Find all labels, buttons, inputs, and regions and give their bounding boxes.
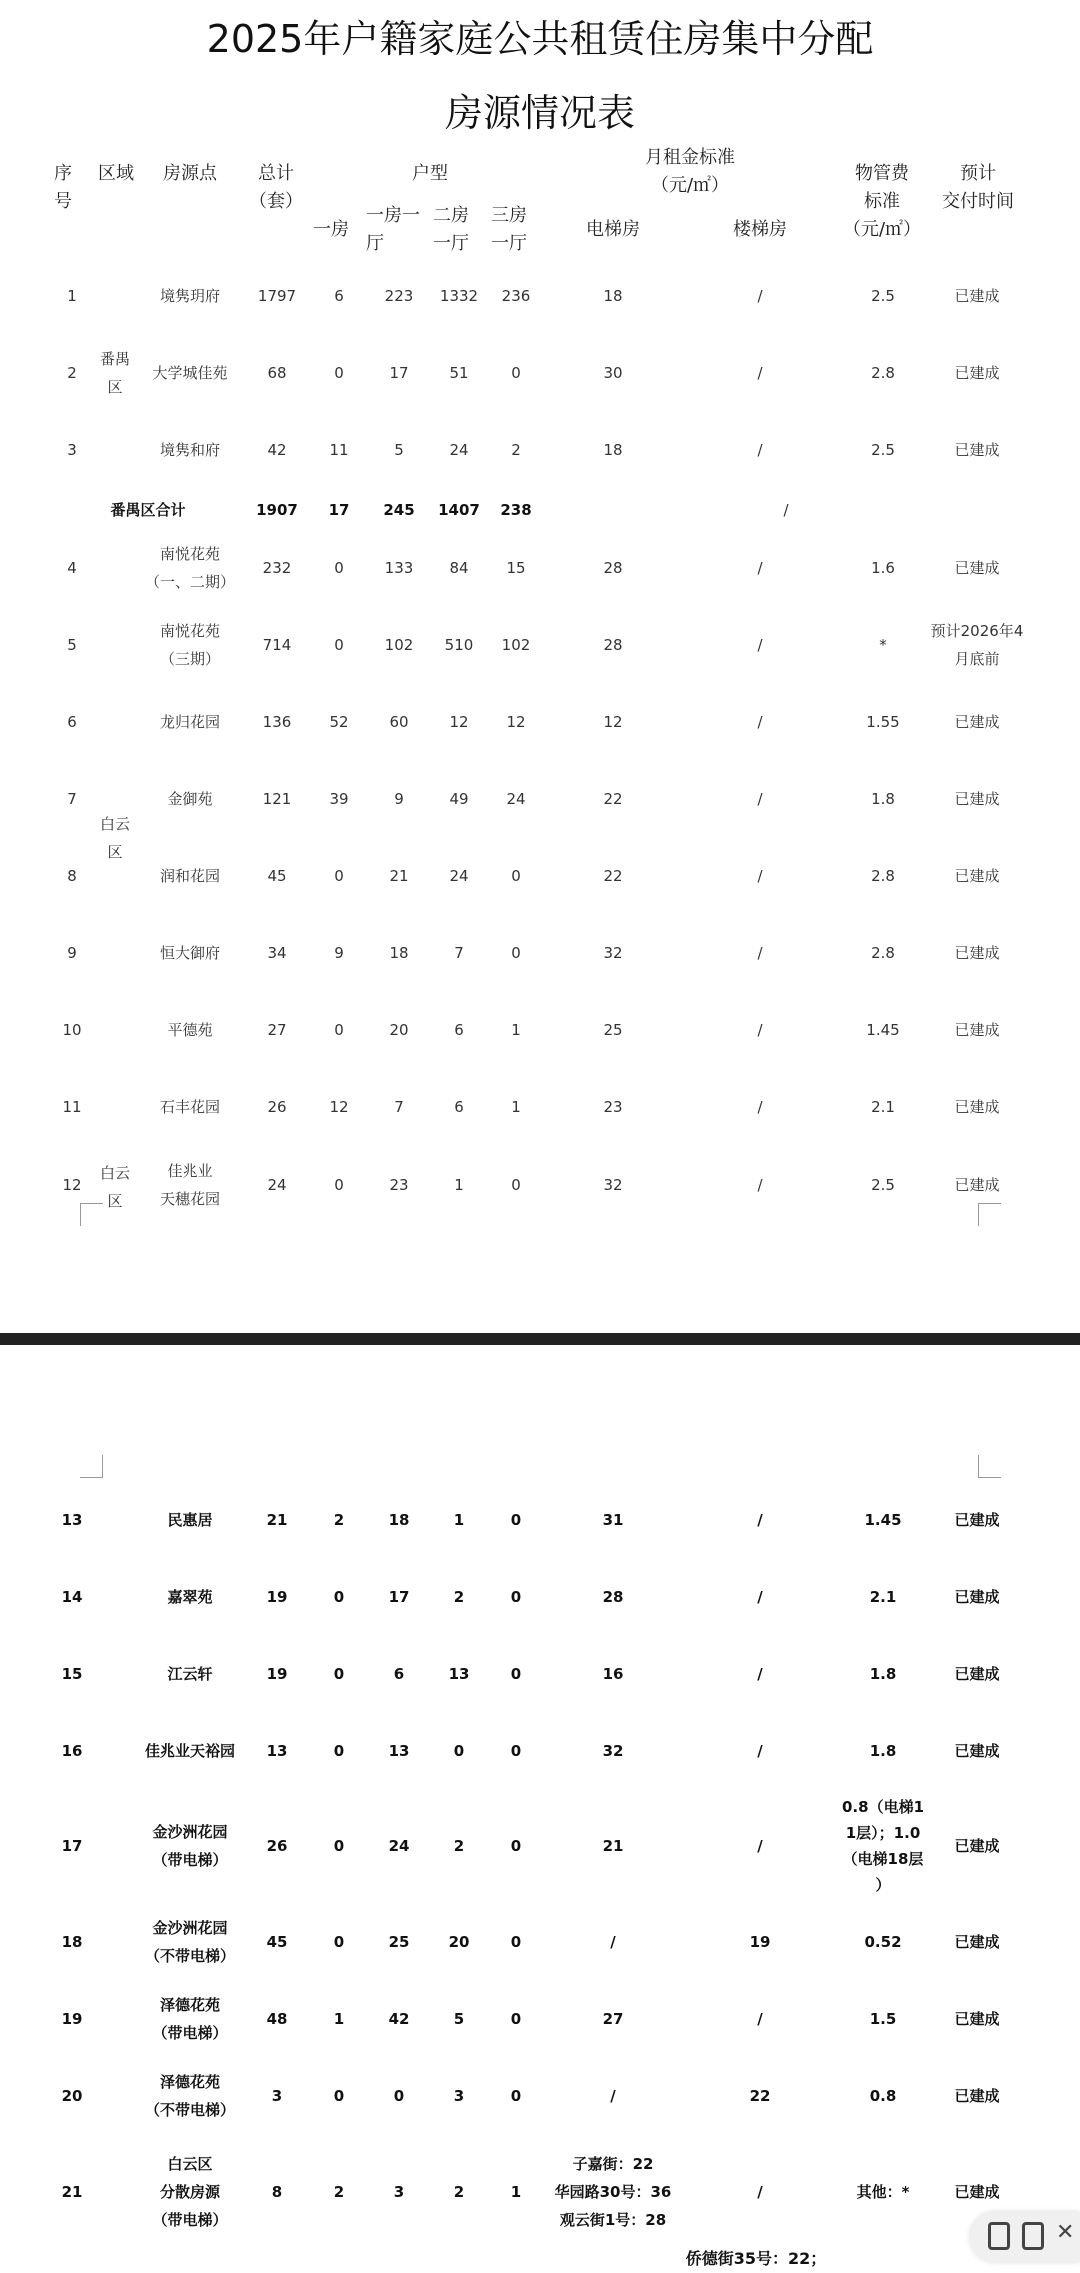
table-cell-elev: 32 — [602, 1742, 624, 1760]
table-cell-seq: 13 — [61, 1511, 83, 1529]
table-cell-property: 江云轩 — [167, 1665, 213, 1683]
table-cell-deliv: 已建成 — [954, 790, 1000, 808]
table-cell-fee: * — [879, 636, 887, 654]
table-cell-seq: 20 — [61, 2087, 83, 2105]
table-cell-elev: 32 — [603, 1176, 623, 1194]
table-cell-r3: 13 — [448, 1665, 470, 1683]
table-cell-r1: 0 — [333, 2087, 345, 2105]
header-three-bed-one-hall: 三房 一厅 — [491, 205, 527, 254]
table-cell-seq: 5 — [67, 636, 77, 654]
table-cell-r3: 51 — [449, 364, 469, 382]
table-cell-deliv: 已建成 — [954, 2183, 1000, 2201]
table-cell-deliv: 已建成 — [954, 867, 1000, 885]
table-cell-property: 境隽玥府 — [159, 287, 221, 305]
table-cell-total: 48 — [266, 2010, 288, 2028]
table-cell-stair: / — [757, 441, 763, 459]
header-rent-standard: 月租金标准 （元/㎡） — [645, 147, 735, 196]
table-cell-seq: 4 — [67, 559, 77, 577]
table-cell-r1: 52 — [329, 713, 349, 731]
table-cell-property: 白云区 分散房源 （带电梯） — [152, 2155, 228, 2229]
table-cell-elev: 21 — [602, 1837, 624, 1855]
table-cell-fee: 2.5 — [871, 441, 895, 459]
table-cell-r3: 20 — [448, 1933, 470, 1951]
table-cell-fee: 1.55 — [866, 713, 900, 731]
table-cell-total: 45 — [267, 867, 287, 885]
table-cell-fee: 0.8 — [869, 2087, 897, 2105]
table-cell-fee: 1.45 — [864, 1511, 902, 1529]
table-cell-r1: 0 — [333, 1665, 345, 1683]
table-cell-deliv: 已建成 — [954, 287, 1000, 305]
table-cell-property: 龙归花园 — [159, 713, 221, 731]
table-cell-fee: 2.8 — [871, 944, 895, 962]
subtotal-three-bed: 238 — [500, 501, 532, 519]
table-cell-deliv: 已建成 — [954, 2087, 1000, 2105]
table-cell-total: 136 — [262, 713, 292, 731]
table-cell-elev: 12 — [603, 713, 623, 731]
table-cell-r2: 133 — [384, 559, 414, 577]
table-cell-deliv: 已建成 — [954, 2010, 1000, 2028]
table-cell-total: 19 — [266, 1665, 288, 1683]
table-cell-r3: 7 — [454, 944, 464, 962]
table-cell-property: 嘉翠苑 — [167, 1588, 213, 1606]
table-cell-r2: 3 — [393, 2183, 405, 2201]
table-cell-fee: 2.8 — [871, 364, 895, 382]
table-cell-r4: 0 — [510, 2010, 522, 2028]
table-cell-seq: 8 — [67, 867, 77, 885]
header-seq: 序 号 — [54, 163, 72, 212]
table-cell-r1: 0 — [334, 1021, 344, 1039]
table-cell-total: 8 — [271, 2183, 283, 2201]
table-cell-r1: 0 — [333, 1933, 345, 1951]
header-delivery: 预计 交付时间 — [942, 163, 1014, 212]
crop-mark — [978, 1203, 1001, 1226]
table-cell-deliv: 已建成 — [954, 1933, 1000, 1951]
table-cell-r4: 0 — [511, 944, 521, 962]
table-cell-total: 13 — [266, 1742, 288, 1760]
table-cell-r3: 2 — [453, 1588, 465, 1606]
table-cell-r4: 24 — [506, 790, 526, 808]
table-cell-r4: 1 — [511, 1021, 521, 1039]
table-cell-r2: 0 — [393, 2087, 405, 2105]
table-cell-elev: 22 — [603, 790, 623, 808]
table-cell-seq: 9 — [67, 944, 77, 962]
table-cell-r4: 102 — [501, 636, 531, 654]
table-cell-seq: 1 — [67, 287, 77, 305]
crop-mark — [80, 1203, 103, 1226]
table-cell-property: 金沙洲花园 （带电梯） — [152, 1823, 228, 1869]
crop-mark — [978, 1455, 1001, 1478]
table-cell-deliv: 已建成 — [954, 1176, 1000, 1194]
subtotal-one-room: 17 — [328, 501, 350, 519]
header-two-bed-one-hall: 二房 一厅 — [433, 205, 469, 254]
table-cell-stair: / — [757, 559, 763, 577]
table-cell-r1: 0 — [334, 867, 344, 885]
table-cell-r1: 0 — [333, 1742, 345, 1760]
table-cell-elev: 18 — [603, 441, 623, 459]
table-cell-seq: 18 — [61, 1933, 83, 1951]
table-cell-seq: 16 — [61, 1742, 83, 1760]
table-cell-fee: 2.5 — [871, 1176, 895, 1194]
table-cell-fee: 1.6 — [871, 559, 895, 577]
table-cell-stair: 19 — [749, 1933, 771, 1951]
table-cell-deliv: 已建成 — [954, 364, 1000, 382]
table-cell-r1: 2 — [333, 1511, 345, 1529]
table-cell-total: 19 — [266, 1588, 288, 1606]
table-cell-deliv: 已建成 — [954, 1511, 1000, 1529]
table-cell-elev: 28 — [603, 636, 623, 654]
table-cell-r1: 39 — [329, 790, 349, 808]
table-cell-r3: 5 — [453, 2010, 465, 2028]
table-cell-r2: 42 — [388, 2010, 410, 2028]
table-cell-r1: 6 — [334, 287, 344, 305]
table-cell-stair: / — [757, 713, 763, 731]
table-cell-elev: / — [610, 2087, 616, 2105]
table-cell-fee: 0.52 — [864, 1933, 902, 1951]
table-cell-r4: 0 — [510, 1588, 522, 1606]
table-cell-elev: 28 — [603, 559, 623, 577]
table-cell-total: 121 — [262, 790, 292, 808]
table-cell-deliv: 已建成 — [954, 441, 1000, 459]
table-cell-r3: 6 — [454, 1021, 464, 1039]
table-cell-stair: 22 — [749, 2087, 771, 2105]
header-mgmt-fee: 物管费 标准 （元/㎡） — [842, 163, 922, 240]
table-cell-r2: 9 — [394, 790, 404, 808]
table-cell-r3: 1 — [454, 1176, 464, 1194]
table-cell-stair: / — [757, 2183, 763, 2201]
table-cell-r1: 1 — [333, 2010, 345, 2028]
table-cell-elev: 子嘉街：22 华园路30号：36 观云街1号：28 — [554, 2155, 672, 2229]
table-cell-property: 恒大御府 — [159, 944, 221, 962]
table-cell-deliv: 预计2026年4 月底前 — [930, 622, 1024, 668]
table-cell-r4: 0 — [511, 364, 521, 382]
table-cell-deliv: 已建成 — [954, 559, 1000, 577]
table-cell-r2: 5 — [394, 441, 404, 459]
table-cell-seq: 17 — [61, 1837, 83, 1855]
table-cell-stair: / — [757, 1837, 763, 1855]
table-cell-elev: 28 — [602, 1588, 624, 1606]
table-cell-stair: / — [757, 2010, 763, 2028]
table-cell-r2: 7 — [394, 1098, 404, 1116]
table-cell-r4: 0 — [510, 1933, 522, 1951]
table-cell-elev: / — [610, 1933, 616, 1951]
table-cell-deliv: 已建成 — [954, 1837, 1000, 1855]
table-cell-property: 泽德花苑 （不带电梯） — [144, 2073, 236, 2119]
table-cell-r3: 510 — [444, 636, 474, 654]
table-cell-deliv: 已建成 — [954, 1098, 1000, 1116]
table-cell-fee: 0.8（电梯1 1层）；1.0 （电梯18层 ） — [841, 1798, 925, 1894]
table-cell-r2: 102 — [384, 636, 414, 654]
subtotal-total: 1907 — [256, 501, 298, 519]
table-cell-seq: 6 — [67, 713, 77, 731]
table-cell-property: 泽德花苑 （带电梯） — [152, 1996, 228, 2042]
table-cell-stair: / — [757, 1742, 763, 1760]
table-cell-fee: 1.8 — [869, 1665, 897, 1683]
table-cell-total: 27 — [267, 1021, 287, 1039]
table-cell-r1: 0 — [333, 1588, 345, 1606]
table-cell-property: 南悦花苑 （三期） — [159, 622, 221, 668]
table-cell-fee: 1.5 — [869, 2010, 897, 2028]
district-panyu: 番禺 区 — [99, 350, 131, 396]
table-cell-seq: 3 — [67, 441, 77, 459]
table-cell-deliv: 已建成 — [954, 713, 1000, 731]
table-cell-total: 3 — [271, 2087, 283, 2105]
header-elevator: 电梯房 — [586, 219, 640, 240]
table-cell-r4: 0 — [510, 1665, 522, 1683]
table-cell-r4: 1 — [511, 1098, 521, 1116]
header-one-room: 一房 — [313, 219, 349, 240]
table-cell-r4: 0 — [510, 2087, 522, 2105]
table-cell-property: 大学城佳苑 — [152, 364, 228, 382]
table-cell-fee: 1.8 — [871, 790, 895, 808]
table-cell-r1: 12 — [329, 1098, 349, 1116]
table-cell-property: 平德苑 — [167, 1021, 213, 1039]
subtotal-slash: / — [783, 501, 789, 519]
table-cell-fee: 1.45 — [866, 1021, 900, 1039]
table-cell-fee: 2.5 — [871, 287, 895, 305]
table-cell-property: 南悦花苑 （一、二期） — [144, 545, 236, 591]
table-cell-seq: 10 — [62, 1021, 82, 1039]
table-cell-r4: 0 — [511, 867, 521, 885]
table-cell-r3: 1332 — [439, 287, 479, 305]
table-cell-r4: 1 — [510, 2183, 522, 2201]
table-cell-deliv: 已建成 — [954, 1588, 1000, 1606]
table-cell-stair: / — [757, 1176, 763, 1194]
table-cell-property: 金御苑 — [167, 790, 213, 808]
close-icon[interactable]: ✕ — [1056, 2220, 1075, 2245]
table-cell-property: 境隽和府 — [159, 441, 221, 459]
table-cell-fee: 其他：* — [856, 2183, 910, 2201]
header-property: 房源点 — [163, 163, 217, 184]
header-stair: 楼梯房 — [733, 219, 787, 240]
table-cell-total: 714 — [262, 636, 292, 654]
table-cell-property: 金沙洲花园 （不带电梯） — [144, 1919, 236, 1965]
table-cell-elev: 31 — [602, 1511, 624, 1529]
table-cell-total: 26 — [267, 1098, 287, 1116]
table-cell-property: 佳兆业天裕园 — [144, 1742, 236, 1760]
header-district: 区域 — [98, 163, 134, 184]
window-icon[interactable] — [1022, 2222, 1044, 2250]
table-cell-r2: 223 — [384, 287, 414, 305]
table-cell-elev: 30 — [603, 364, 623, 382]
table-cell-deliv: 已建成 — [954, 1742, 1000, 1760]
table-cell-r4: 236 — [501, 287, 531, 305]
table-cell-stair: / — [757, 364, 763, 382]
cutoff-text: 侨德街35号：22； — [685, 2249, 827, 2268]
table-cell-stair: / — [757, 287, 763, 305]
table-cell-seq: 21 — [61, 2183, 83, 2201]
table-cell-fee: 2.8 — [871, 867, 895, 885]
table-cell-r3: 2 — [453, 1837, 465, 1855]
table-cell-stair: / — [757, 944, 763, 962]
table-cell-r3: 1 — [453, 1511, 465, 1529]
table-cell-seq: 14 — [61, 1588, 83, 1606]
table-cell-seq: 7 — [67, 790, 77, 808]
table-cell-r3: 84 — [449, 559, 469, 577]
table-cell-r2: 60 — [389, 713, 409, 731]
table-cell-r1: 0 — [334, 559, 344, 577]
table-cell-r1: 2 — [333, 2183, 345, 2201]
table-cell-r4: 0 — [511, 1176, 521, 1194]
table-cell-elev: 18 — [603, 287, 623, 305]
table-cell-stair: / — [757, 1588, 763, 1606]
table-cell-r2: 20 — [389, 1021, 409, 1039]
table-cell-r4: 12 — [506, 713, 526, 731]
table-cell-r2: 17 — [389, 364, 409, 382]
table-cell-r2: 21 — [389, 867, 409, 885]
table-cell-r3: 3 — [453, 2087, 465, 2105]
table-cell-stair: / — [757, 867, 763, 885]
district-baiyun: 白云 区 — [99, 815, 131, 861]
table-cell-r4: 0 — [510, 1837, 522, 1855]
table-cell-fee: 2.1 — [869, 1588, 897, 1606]
table-cell-r2: 23 — [389, 1176, 409, 1194]
crop-mark — [80, 1455, 103, 1478]
table-cell-total: 42 — [267, 441, 287, 459]
table-cell-seq: 15 — [61, 1665, 83, 1683]
table-cell-r1: 0 — [334, 364, 344, 382]
table-cell-seq: 12 — [62, 1176, 82, 1194]
table-cell-property: 佳兆业 天穗花园 — [159, 1162, 221, 1208]
table-cell-stair: / — [757, 1511, 763, 1529]
table-cell-stair: / — [757, 1021, 763, 1039]
table-cell-total: 34 — [267, 944, 287, 962]
table-cell-elev: 16 — [602, 1665, 624, 1683]
table-cell-r3: 6 — [454, 1098, 464, 1116]
table-cell-total: 1797 — [257, 287, 297, 305]
page-divider — [0, 1333, 1080, 1345]
header-layout: 户型 — [412, 163, 448, 184]
table-cell-r1: 0 — [334, 636, 344, 654]
table-cell-r3: 0 — [453, 1742, 465, 1760]
table-cell-deliv: 已建成 — [954, 1021, 1000, 1039]
table-cell-r1: 0 — [333, 1837, 345, 1855]
table-cell-property: 润和花园 — [159, 867, 221, 885]
table-cell-property: 石丰花园 — [159, 1098, 221, 1116]
table-cell-seq: 19 — [61, 2010, 83, 2028]
table-cell-seq: 11 — [62, 1098, 82, 1116]
table-cell-r3: 2 — [453, 2183, 465, 2201]
table-cell-r3: 24 — [449, 441, 469, 459]
table-cell-stair: / — [757, 1665, 763, 1683]
table-cell-total: 45 — [266, 1933, 288, 1951]
subtotal-two-bed: 1407 — [438, 501, 480, 519]
table-cell-deliv: 已建成 — [954, 944, 1000, 962]
table-cell-r2: 13 — [388, 1742, 410, 1760]
table-cell-fee: 1.8 — [869, 1742, 897, 1760]
table-cell-elev: 22 — [603, 867, 623, 885]
table-cell-r4: 2 — [511, 441, 521, 459]
table-cell-elev: 27 — [602, 2010, 624, 2028]
table-cell-elev: 32 — [603, 944, 623, 962]
table-cell-seq: 2 — [67, 364, 77, 382]
header-one-bed-one-hall: 一房一 厅 — [366, 205, 420, 254]
district-baiyun-2: 白云 区 — [99, 1164, 131, 1210]
window-icon[interactable] — [988, 2222, 1010, 2250]
table-cell-r4: 0 — [510, 1511, 522, 1529]
table-cell-r4: 0 — [510, 1742, 522, 1760]
table-cell-r1: 11 — [329, 441, 349, 459]
table-cell-total: 24 — [267, 1176, 287, 1194]
table-cell-r3: 24 — [449, 867, 469, 885]
table-cell-stair: / — [757, 636, 763, 654]
table-cell-total: 68 — [267, 364, 287, 382]
subtotal-label: 番禺区合计 — [110, 501, 186, 519]
table-cell-r2: 18 — [389, 944, 409, 962]
table-cell-r2: 24 — [388, 1837, 410, 1855]
table-cell-total: 26 — [266, 1837, 288, 1855]
table-cell-r2: 17 — [388, 1588, 410, 1606]
table-cell-property: 民惠居 — [167, 1511, 213, 1529]
table-cell-elev: 23 — [603, 1098, 623, 1116]
header-total: 总计 （套） — [249, 163, 303, 212]
table-cell-total: 21 — [266, 1511, 288, 1529]
table-cell-r2: 18 — [388, 1511, 410, 1529]
page-title-line-1: 2025年户籍家庭公共租赁住房集中分配 — [206, 17, 874, 61]
table-cell-stair: / — [757, 790, 763, 808]
table-cell-elev: 25 — [603, 1021, 623, 1039]
table-cell-r3: 12 — [449, 713, 469, 731]
table-cell-fee: 2.1 — [871, 1098, 895, 1116]
page-title-line-2: 房源情况表 — [444, 91, 635, 135]
subtotal-one-bed: 245 — [383, 501, 415, 519]
table-cell-r4: 15 — [506, 559, 526, 577]
table-cell-r2: 25 — [388, 1933, 410, 1951]
table-cell-deliv: 已建成 — [954, 1665, 1000, 1683]
table-cell-r2: 6 — [393, 1665, 405, 1683]
table-cell-stair: / — [757, 1098, 763, 1116]
floating-toolbar[interactable] — [970, 2212, 1080, 2262]
table-cell-r1: 9 — [334, 944, 344, 962]
table-cell-r1: 0 — [334, 1176, 344, 1194]
table-cell-r3: 49 — [449, 790, 469, 808]
table-cell-total: 232 — [262, 559, 292, 577]
